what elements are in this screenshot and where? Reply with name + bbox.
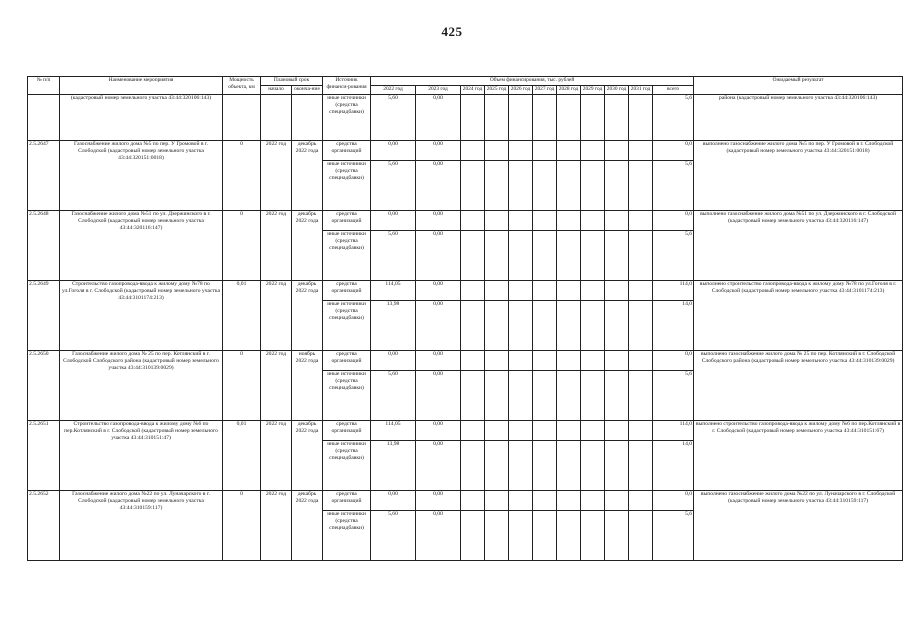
amount-year-empty — [533, 231, 557, 281]
amount-year-empty — [581, 301, 605, 351]
financing-table — [27, 76, 903, 561]
amount-2023: 0,00 — [416, 211, 461, 231]
table-header — [28, 77, 903, 95]
amount-year-empty — [509, 371, 533, 421]
amount-year-empty — [533, 511, 557, 561]
amount-year-empty — [509, 441, 533, 491]
activity-name: Строительство газопровода-ввода к жилому дому №78 по ул.Гоголя в г. Слободской (кадастровый номер земельного участка 43:44:3101174:213) — [60, 281, 223, 351]
amount-total: 114,0 — [653, 421, 694, 441]
amount-year-empty — [509, 161, 533, 211]
row-number: 2.5.2648 — [28, 211, 60, 281]
row-number: 2.5.2651 — [28, 421, 60, 491]
activity-name: Газоснабжение жилого дома №51 по ул. Дзержинского в г. Слободской (кадастровый номер земельного участка 43:44:320116:147) — [60, 211, 223, 281]
start-date: 2022 год — [261, 491, 292, 561]
amount-year-empty — [557, 441, 581, 491]
amount-2022: 5,60 — [371, 95, 416, 141]
amount-year-empty — [629, 441, 653, 491]
col-name-header: Наименование мероприятия — [60, 77, 223, 95]
amount-year-empty — [485, 301, 509, 351]
expected-result: района (кадастровый номер земельного участка 43:44:320106:143) — [694, 95, 903, 141]
amount-2023: 0,00 — [416, 231, 461, 281]
amount-year-empty — [533, 211, 557, 231]
capacity-km: 0 — [223, 211, 261, 281]
capacity-km: 0 — [223, 351, 261, 421]
amount-year-empty — [461, 371, 485, 421]
activity-name: (кадастровый номер земельного участка 43:44:320106:143) — [60, 95, 223, 141]
col-result-header: Ожидаемый результат — [694, 77, 903, 95]
end-date: декабрь 2022 года — [292, 281, 323, 351]
amount-year-empty — [557, 351, 581, 371]
expected-result: выполнено строительство газопровода-ввода к жилому дому №6 по пер.Котлянский в г. Слободской (кадастровый номер земельного участка 43:44:310151:67) — [694, 421, 903, 491]
col-source-header: Источник финанси-рования — [323, 77, 371, 95]
amount-2022: 5,60 — [371, 231, 416, 281]
amount-2022: 114,05 — [371, 281, 416, 301]
amount-total: 5,6 — [653, 161, 694, 211]
financing-source: средства организаций — [323, 281, 371, 301]
financing-source: средства организаций — [323, 351, 371, 371]
capacity-km: 0 — [223, 141, 261, 211]
table-row — [28, 141, 903, 161]
amount-total: 114,0 — [653, 281, 694, 301]
start-date: 2022 год — [261, 141, 292, 211]
amount-year-empty — [605, 351, 629, 371]
amount-year-empty — [461, 301, 485, 351]
financing-source: иные источники (средства спецнадбавки) — [323, 301, 371, 351]
amount-year-empty — [485, 161, 509, 211]
amount-year-empty — [533, 351, 557, 371]
amount-year-empty — [461, 441, 485, 491]
amount-year-empty — [605, 491, 629, 511]
amount-year-empty — [581, 421, 605, 441]
amount-year-empty — [557, 491, 581, 511]
row-number: 2.5.2650 — [28, 351, 60, 421]
amount-2022: 0,00 — [371, 351, 416, 371]
amount-year-empty — [461, 211, 485, 231]
amount-year-empty — [605, 231, 629, 281]
amount-year-empty — [485, 491, 509, 511]
amount-year-empty — [509, 351, 533, 371]
amount-year-empty — [581, 141, 605, 161]
amount-year-empty — [629, 371, 653, 421]
amount-year-empty — [581, 511, 605, 561]
amount-year-empty — [533, 421, 557, 441]
table-row — [28, 421, 903, 441]
financing-source: иные источники (средства спецнадбавки) — [323, 511, 371, 561]
amount-year-empty — [605, 281, 629, 301]
col-year-header: 2026 год — [509, 86, 533, 95]
amount-year-empty — [485, 351, 509, 371]
financing-source: средства организаций — [323, 491, 371, 511]
col-capacity-header: Мощность объекта, км — [223, 77, 261, 95]
amount-year-empty — [581, 281, 605, 301]
amount-year-empty — [581, 441, 605, 491]
row-number: 2.5.2649 — [28, 281, 60, 351]
amount-year-empty — [509, 211, 533, 231]
financing-source: иные источники (средства спецнадбавки) — [323, 95, 371, 141]
amount-year-empty — [557, 371, 581, 421]
amount-2023: 0,00 — [416, 371, 461, 421]
amount-2022: 0,00 — [371, 491, 416, 511]
amount-year-empty — [581, 231, 605, 281]
amount-total: 5,6 — [653, 511, 694, 561]
capacity-km: 0,01 — [223, 421, 261, 491]
amount-total: 14,0 — [653, 441, 694, 491]
capacity-km: 0 — [223, 491, 261, 561]
amount-year-empty — [485, 441, 509, 491]
col-plan-term-header: Плановый срок — [261, 77, 323, 86]
amount-year-empty — [509, 301, 533, 351]
amount-2022: 0,00 — [371, 211, 416, 231]
amount-total: 5,6 — [653, 95, 694, 141]
amount-year-empty — [485, 421, 509, 441]
amount-year-empty — [533, 301, 557, 351]
end-date: декабрь 2022 года — [292, 211, 323, 281]
amount-year-empty — [629, 161, 653, 211]
amount-year-empty — [557, 511, 581, 561]
amount-year-empty — [629, 231, 653, 281]
financing-source: иные источники (средства спецнадбавки) — [323, 231, 371, 281]
amount-year-empty — [581, 351, 605, 371]
amount-2023: 0,00 — [416, 141, 461, 161]
col-num-header: № п/п — [28, 77, 60, 95]
amount-year-empty — [629, 281, 653, 301]
activity-name: Газоснабжение жилого дома № 25 по пер. Котлянский в г. Слободской Слободского района (кадастровый номер земельного участка 43:44:310139:0029) — [60, 351, 223, 421]
amount-year-empty — [509, 141, 533, 161]
amount-2022: 5,60 — [371, 371, 416, 421]
amount-year-empty — [485, 211, 509, 231]
table-body — [28, 95, 903, 561]
col-volume-header: Объем финансирования, тыс. рублей — [371, 77, 694, 86]
end-date: декабрь 2022 года — [292, 141, 323, 211]
amount-total: 0,0 — [653, 351, 694, 371]
amount-2022: 0,00 — [371, 141, 416, 161]
col-year-header: 2024 год — [461, 86, 485, 95]
row-number: 2.5.2652 — [28, 491, 60, 561]
amount-year-empty — [605, 301, 629, 351]
amount-year-empty — [581, 161, 605, 211]
start-date: 2022 год — [261, 421, 292, 491]
amount-total: 0,0 — [653, 211, 694, 231]
table-row — [28, 281, 903, 301]
financing-source: средства организаций — [323, 141, 371, 161]
amount-year-empty — [629, 511, 653, 561]
activity-name: Газоснабжение жилого дома №5 по пер. У Громовой в г. Слободской (кадастровый номер земельного участка 43:44:320151:0018) — [60, 141, 223, 211]
amount-year-empty — [533, 161, 557, 211]
amount-year-empty — [509, 421, 533, 441]
col-start-header: начало — [261, 86, 292, 95]
amount-year-empty — [461, 351, 485, 371]
activity-name: Строительство газопровода-ввода к жилому дому №6 по пер.Котлянский в г. Слободской (кадастровый номер земельного участка 43:44:310151:47) — [60, 421, 223, 491]
amount-year-empty — [533, 441, 557, 491]
end-date: декабрь 2022 года — [292, 421, 323, 491]
amount-2022: 5,60 — [371, 511, 416, 561]
amount-year-empty — [461, 231, 485, 281]
col-end-header: оконча-ние — [292, 86, 323, 95]
amount-year-empty — [605, 371, 629, 421]
col-year-header: 2022 год — [371, 86, 416, 95]
amount-2022: 13,98 — [371, 301, 416, 351]
financing-source: иные источники (средства спецнадбавки) — [323, 161, 371, 211]
expected-result: выполнено газоснабжение жилого дома №22 по ул. Луначарского в г. Слободской (кадастровый номер земельного участка 43:44:310159:117) — [694, 491, 903, 561]
amount-2022: 114,05 — [371, 421, 416, 441]
table-row — [28, 211, 903, 231]
amount-year-empty — [461, 161, 485, 211]
amount-year-empty — [557, 421, 581, 441]
amount-2023: 0,00 — [416, 511, 461, 561]
amount-2023: 0,00 — [416, 491, 461, 511]
amount-year-empty — [533, 371, 557, 421]
col-year-header: 2028 год — [557, 86, 581, 95]
row-number: 2.5.2647 — [28, 141, 60, 211]
amount-year-empty — [629, 211, 653, 231]
col-total-header: всего — [653, 86, 694, 95]
expected-result: выполнено строительство газопровода-ввода к жилому дому №78 по ул.Гоголя в г. Слободской (кадастровый номер земельного участка 43:44:3101174:213) — [694, 281, 903, 351]
table-row — [28, 95, 903, 141]
amount-year-empty — [485, 371, 509, 421]
amount-2023: 0,00 — [416, 441, 461, 491]
amount-year-empty — [533, 281, 557, 301]
amount-year-empty — [605, 441, 629, 491]
amount-2023: 0,00 — [416, 351, 461, 371]
table-row — [28, 351, 903, 371]
amount-year-empty — [605, 141, 629, 161]
amount-year-empty — [485, 231, 509, 281]
activity-name: Газоснабжение жилого дома №22 по ул. Луначарского в г. Слободской (кадастровый номер земельного участка 43:44:310159:117) — [60, 491, 223, 561]
amount-year-empty — [485, 141, 509, 161]
amount-year-empty — [581, 211, 605, 231]
amount-total: 0,0 — [653, 491, 694, 511]
amount-year-empty — [557, 161, 581, 211]
amount-year-empty — [461, 141, 485, 161]
amount-year-empty — [461, 281, 485, 301]
amount-2023: 0,00 — [416, 161, 461, 211]
amount-year-empty — [485, 511, 509, 561]
col-year-header: 2025 год — [485, 86, 509, 95]
amount-year-empty — [629, 421, 653, 441]
financing-source: средства организаций — [323, 421, 371, 441]
amount-year-empty — [461, 511, 485, 561]
table-row — [28, 491, 903, 511]
col-year-header: 2027 год — [533, 86, 557, 95]
amount-2023: 0,00 — [416, 301, 461, 351]
financing-source: иные источники (средства спецнадбавки) — [323, 441, 371, 491]
amount-year-empty — [557, 141, 581, 161]
amount-2022: 13,98 — [371, 441, 416, 491]
amount-total: 5,6 — [653, 231, 694, 281]
amount-year-empty — [605, 161, 629, 211]
amount-year-empty — [485, 281, 509, 301]
start-date: 2022 год — [261, 211, 292, 281]
amount-year-empty — [581, 491, 605, 511]
col-year-header: 2029 год — [581, 86, 605, 95]
amount-2022: 5,60 — [371, 161, 416, 211]
expected-result: выполнено газоснабжение жилого дома №51 по ул. Дзержинского в г. Слободской (кадастровый номер земельного участка 43:44:320116:147) — [694, 211, 903, 281]
amount-total: 5,6 — [653, 371, 694, 421]
expected-result: выполнено газоснабжение жилого дома №5 по пер. У Громовой в г. Слободской (кадастровый номер земельного участка 43:44:320151:0018) — [694, 141, 903, 211]
amount-year-empty — [533, 491, 557, 511]
amount-year-empty — [509, 511, 533, 561]
end-date: декабрь 2022 года — [292, 491, 323, 561]
start-date: 2022 год — [261, 281, 292, 351]
end-date: ноябрь 2022 года — [292, 351, 323, 421]
amount-year-empty — [533, 141, 557, 161]
col-year-header: 2030 год — [605, 86, 629, 95]
amount-total: 14,0 — [653, 301, 694, 351]
amount-year-empty — [629, 141, 653, 161]
amount-year-empty — [629, 351, 653, 371]
page-number: 425 — [441, 24, 463, 39]
amount-2023: 0,00 — [416, 95, 461, 141]
financing-source: средства организаций — [323, 211, 371, 231]
capacity-km: 0,01 — [223, 281, 261, 351]
amount-year-empty — [509, 281, 533, 301]
amount-year-empty — [605, 511, 629, 561]
amount-year-empty — [509, 491, 533, 511]
financing-source: иные источники (средства спецнадбавки) — [323, 371, 371, 421]
amount-2023: 0,00 — [416, 421, 461, 441]
amount-year-empty — [629, 301, 653, 351]
amount-year-empty — [581, 371, 605, 421]
amount-year-empty — [509, 231, 533, 281]
col-year-header: 2031 год — [629, 86, 653, 95]
amount-year-empty — [557, 231, 581, 281]
amount-year-empty — [629, 491, 653, 511]
amount-year-empty — [461, 421, 485, 441]
amount-year-empty — [557, 281, 581, 301]
col-year-header: 2023 год — [416, 86, 461, 95]
amount-2023: 0,00 — [416, 281, 461, 301]
start-date: 2022 год — [261, 351, 292, 421]
amount-year-empty — [605, 421, 629, 441]
amount-total: 0,0 — [653, 141, 694, 161]
amount-year-empty — [605, 211, 629, 231]
amount-year-empty — [557, 211, 581, 231]
amount-year-empty — [557, 301, 581, 351]
amount-year-empty — [461, 491, 485, 511]
expected-result: выполнено газоснабжение жилого дома № 25 по пер. Котлянский в г. Слободской Слободского района (кадастровый номер земельного участка 43:44:310139:0029) — [694, 351, 903, 421]
